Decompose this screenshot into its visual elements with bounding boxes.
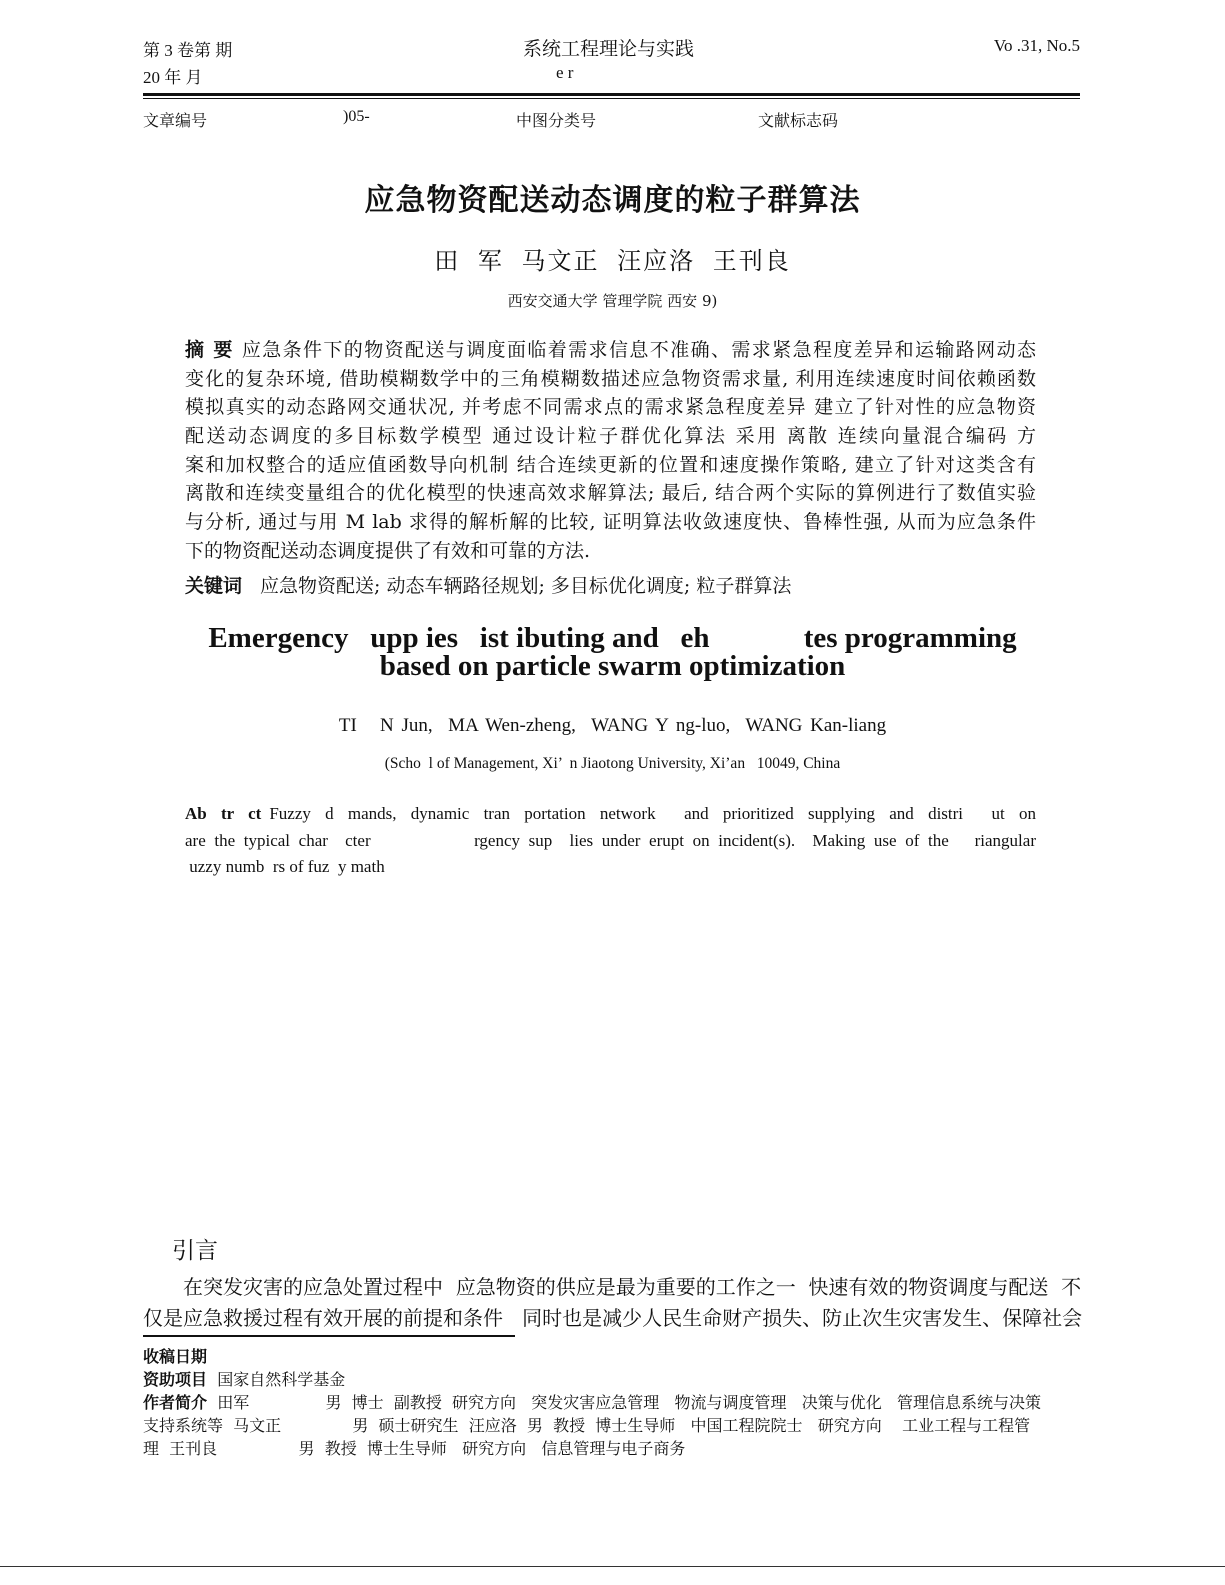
- footnote-biography-line: 理 王刊良 男 教授 博士生导师 研究方向 信息管理与电子商务: [143, 1439, 686, 1458]
- footnote-biography: 作者简介 田军 男 博士 副教授 研究方向 突发灾害应急管理 物流与调度管理 决策与优化 管理信息系统与决策: [143, 1393, 1042, 1412]
- article-number-label: 文章编号: [143, 111, 208, 130]
- abstract-line: 模拟真实的动态路网交通状况, 并考虑不同需求点的需求紧急程度差异 建立了针对性的应急物资: [185, 396, 1036, 419]
- section-heading-introduction: 引言: [172, 1238, 218, 1264]
- title-english-line: based on particle swarm optimization: [379, 650, 846, 682]
- keywords-chinese: [185, 571, 791, 598]
- paper-title-chinese: 应急物资配送动态调度的粒子群算法: [364, 183, 861, 218]
- abstract-line: 下的物资配送动态调度提供了有效和可靠的方法.: [185, 539, 591, 562]
- authors-english: TI N Jun, MA Wen-zheng, WANG Y ng-luo, WANG Kan-liang: [338, 715, 887, 736]
- abstract-line: 配送动态调度的多目标数学模型 通过设计粒子群优化算法 采用 离散 连续向量混合编码 方: [185, 425, 1036, 448]
- journal-title: 系统工程理论与实践: [523, 38, 695, 60]
- abstract-line: 与分析, 通过与用 M lab 求得的解析解的比较, 证明算法收敛速度快、鲁棒性强, 从而为应急条件: [185, 511, 1036, 534]
- keywords-label: 关键词: [185, 575, 243, 597]
- paper-title-english: [0, 624, 1225, 680]
- title-english-line: Emergency upp ies ist ibuting and eh tes programming: [208, 622, 1017, 654]
- header-rule-thin: [143, 98, 1080, 99]
- keywords-text: 应急物资配送; 动态车辆路径规划; 多目标优化调度; 粒子群算法: [260, 575, 792, 597]
- journal-date: 20 年 月: [143, 68, 203, 87]
- header-rule-thick: [143, 93, 1080, 96]
- abstract-line: 离散和连续变量组合的优化模型的快速高效求解算法; 最后, 结合两个实际的算例进行了数值实验: [185, 482, 1036, 505]
- abstract-line: 摘 要 应急条件下的物资配送与调度面临着需求信息不准确、需求紧急程度差异和运输路网动态: [185, 339, 1036, 361]
- authors-chinese: 田 军 马文正 汪应洛 王刊良: [434, 247, 791, 275]
- affiliation-chinese: 西安交通大学 管理学院 西安 9): [507, 292, 718, 310]
- abstract-line: 案和加权整合的适应值函数导向机制 结合连续更新的位置和速度操作策略, 建立了针对这类含有: [185, 453, 1036, 476]
- clc-number-label: 中图分类号: [516, 111, 597, 130]
- abstract-line: 变化的复杂环境, 借助模糊数学中的三角模糊数描述应急物资需求量, 利用连续速度时间依赖函数: [185, 367, 1036, 390]
- abstract-chinese: [185, 336, 1036, 566]
- journal-title-english: e r: [556, 63, 574, 82]
- journal-volume-english: Vo .31, No.5: [993, 36, 1080, 55]
- footnote-biography-line: 支持系统等 马文正 男 硕士研究生 汪应洛 男 教授 博士生导师 中国工程院院士 研究方向 工业工程与工程管: [143, 1416, 1031, 1435]
- abstract-english-line: Ab tr ct Fuzzy d mands, dynamic tran portation network and prioritized supplying and distri ut on: [185, 804, 1036, 823]
- abstract-label: 摘 要: [185, 339, 234, 361]
- abstract-english: [185, 801, 1036, 881]
- footnote-received: 收稿日期: [143, 1347, 208, 1366]
- intro-paragraph-line: 在突发灾害的应急处置过程中 应急物资的供应是最为重要的工作之一 快速有效的物资调度与配送 不: [183, 1275, 1082, 1299]
- affiliation-english: (Scho l of Management, Xi’ n Jiaotong University, Xi’an 10049, China: [384, 755, 841, 772]
- article-number-value: )05-: [343, 108, 370, 125]
- document-code-label: 文献标志码: [758, 111, 839, 130]
- intro-paragraph-line: 仅是应急救援过程有效开展的前提和条件 同时也是减少人民生命财产损失、防止次生灾害发生、保障社会: [143, 1306, 1083, 1330]
- abstract-english-line: are the typical char cter rgency sup lies under erupt on incident(s). Making use of the riangular: [185, 830, 1036, 850]
- abstract-english-line: uzzy numb rs of fuz y math: [185, 857, 385, 876]
- footnote-funding: 资助项目 国家自然科学基金: [143, 1370, 346, 1389]
- footnote-rule: [143, 1335, 515, 1337]
- journal-volume-issue: 第 3 卷第 期: [143, 41, 233, 60]
- page-bottom-rule: [0, 1566, 1225, 1567]
- abstract-english-label: Ab tr ct: [185, 804, 262, 823]
